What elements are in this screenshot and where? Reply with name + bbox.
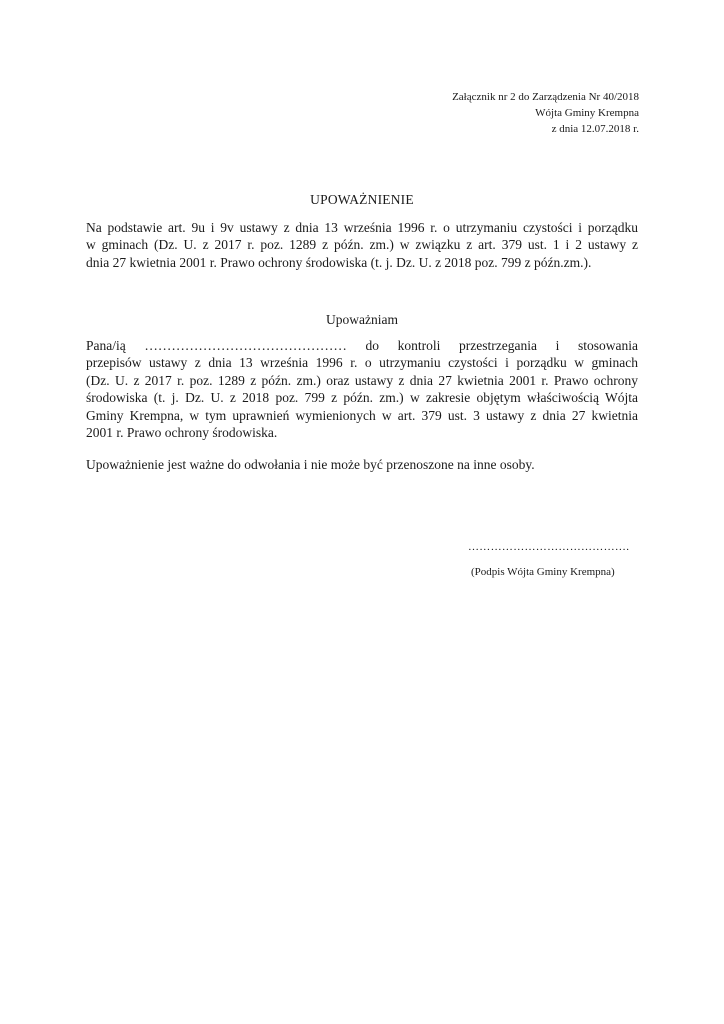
authorization-paragraph (86, 337, 638, 441)
authorization-line: 2001 r. Prawo ochrony środowiska. (86, 425, 278, 441)
signature-line: ……………………………………. (468, 541, 630, 553)
attachment-line-3: z dnia 12.07.2018 r. (551, 123, 639, 135)
authorization-line: (Dz. U. z 2017 r. poz. 1289 z późn. zm.) oraz ustawy z dnia 27 kwietnia 2001 r. Prawo ochrony (86, 372, 638, 388)
legal-basis-line: w gminach (Dz. U. z 2017 r. poz. 1289 z późn. zm.) w związku z art. 379 ust. 1 i 2 ustawy z (86, 237, 638, 253)
attachment-line-1: Załącznik nr 2 do Zarządzenia Nr 40/2018 (452, 91, 639, 103)
validity-statement (86, 456, 638, 473)
authorization-line: Gminy Krempna, w tym uprawnień wymienionych w art. 379 ust. 3 ustawy z dnia 27 kwietnia (86, 407, 638, 423)
authorization-line: Pana/ią ……………………………………… do kontroli przestrzegania i stosowania (86, 338, 638, 353)
authorization-heading: Upoważniam (326, 312, 398, 327)
authorization-line: przepisów ustawy z dnia 13 września 1996 r. o utrzymaniu czystości i porządku w gminach (86, 355, 638, 371)
legal-basis-line: Na podstawie art. 9u i 9v ustawy z dnia 13 września 1996 r. o utrzymaniu czystości i porządku (86, 220, 638, 235)
legal-basis-paragraph (86, 219, 638, 271)
validity-line: Upoważnienie jest ważne do odwołania i nie może być przenoszone na inne osoby. (86, 457, 535, 472)
authorization-line: środowiska (t. j. Dz. U. z 2018 poz. 799 z późn. zm.) w zakresie objętym właściwością Wójta (86, 390, 638, 406)
signature-caption: (Podpis Wójta Gminy Krempna) (471, 566, 615, 578)
document-title: UPOWAŻNIENIE (310, 192, 414, 207)
legal-basis-line: dnia 27 kwietnia 2001 r. Prawo ochrony środowiska (t. j. Dz. U. z 2018 poz. 799 z późn.zm.). (86, 254, 592, 270)
attachment-header (452, 89, 639, 137)
attachment-line-2: Wójta Gminy Krempna (535, 107, 639, 119)
